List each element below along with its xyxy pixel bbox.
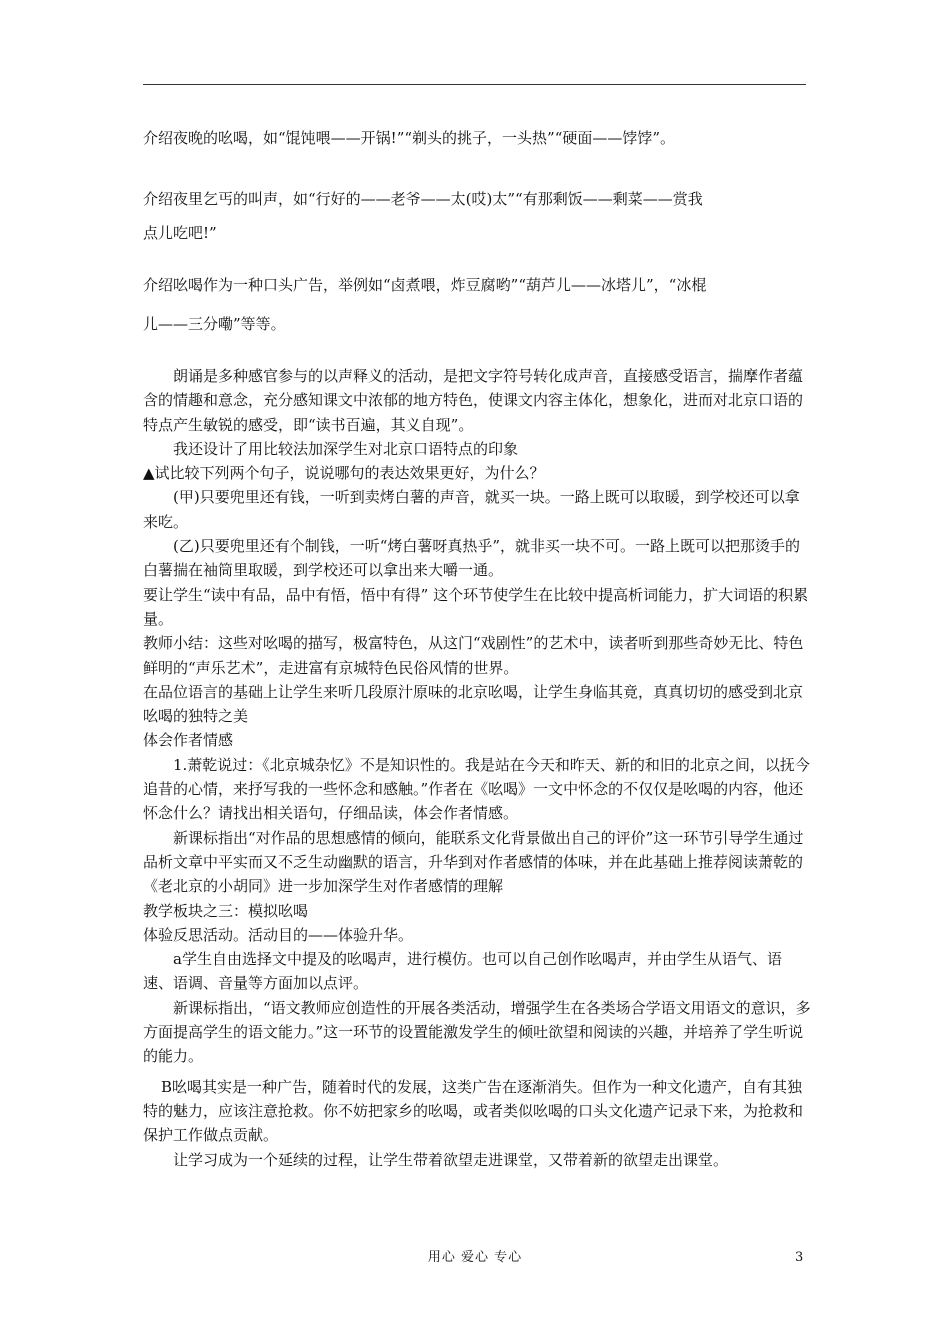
paragraph-sentence-jia: (甲)只要兜里还有钱，一听到卖烤白薯的声音，就买一块。一路上既可以取暖，到学校还可以拿来吃。: [143, 488, 800, 531]
paragraph-night-calls: 介绍夜晚的吆喝，如“馄饨喂——开锅!”“剃头的挑子，一头热”“硬面——饽饽”。: [143, 129, 676, 147]
header-rule: [143, 84, 806, 85]
paragraph-curriculum-1: 新课标指出“对作品的思想感情的倾向，能联系文化背景做出自己的评价”这一环节引导学生通过品析文章中平实而又不乏生动幽默的语言，升华到对作者感情的体味，并在此基础上推荐阅读萧乾的《老北京的小胡同》进一步加深学生对作者感情的理解: [143, 828, 804, 896]
paragraph-activity-goal: 体验反思活动。活动目的——体验升华。: [143, 925, 414, 944]
paragraph-closing: 让学习成为一个延续的过程，让学生带着欲望走进课堂，又带着新的欲望走出课堂。: [173, 1150, 729, 1169]
paragraph-comparison-question: ▲试比较下列两个句子，说说哪句的表达效果更好，为什么？: [143, 464, 545, 483]
paragraph-xiao-qian-quote: 1.萧乾说过：《北京城杂忆》不是知识性的。我是站在今天和昨天、新的和旧的北京之间，以抚今追昔的心情，来抒写我的一些怀念和感触。”作者在《吆喝》一文中怀念的不仅仅是吆喝的内容，他还怀念什么？请找出相关语句，仔细品读，体会作者情感。: [143, 755, 810, 823]
paragraph-activity-a: a学生自由选择文中提及的吆喝声，进行模仿。也可以自己创作吆喝声，并由学生从语气、语速、语调、音量等方面加以点评。: [143, 950, 782, 993]
paragraph-reading-goal: 要让学生“读中有品，品中有悟，悟中有得” 这个环节使学生在比较中提高析词能力，扩大词语的积累量。: [143, 585, 809, 628]
main-body-text: [143, 364, 811, 1172]
section-heading-author-feeling: 体会作者情感: [143, 731, 234, 750]
paragraph-beggar-calls-line1: 介绍夜里乞丐的叫声，如“行好的——老爷——太(哎)太”“有那剩饭——剩菜——赏我: [143, 190, 703, 208]
paragraph-oral-ad-line1: 介绍吆喝作为一种口头广告，举例如“卤煮喂，炸豆腐哟”“葫芦儿——冰塔儿”，“冰棍: [143, 276, 707, 294]
paragraph-beggar-calls-line2: 点儿吃吧!”: [143, 224, 217, 242]
paragraph-comparison-intro: 我还设计了用比较法加深学生对北京口语特点的印象: [173, 439, 519, 458]
paragraph-sentence-yi: (乙)只要兜里还有个制钱，一听“烤白薯呀真热乎”，就非买一块不可。一路上既可以把那烫手的白薯揣在袖筒里取暖，到学校还可以拿出来大嚼一通。: [143, 537, 801, 580]
paragraph-recitation: 朗诵是多种感官参与的以声释义的活动，是把文字符号转化成声音，直接感受语言，揣摩作者蕴含的情趣和意念，充分感知课文中浓郁的地方特色，使课文内容主体化，想象化，进而对北京口语的特点产生敏锐的感受，即“读书百遍，其义自现”。: [143, 367, 804, 434]
paragraph-curriculum-2: 新课标指出，“语文教师应创造性的开展各类活动，增强学生在各类场合学语文用语文的意识，多方面提高学生的语文能力。”这一环节的设置能激发学生的倾吐欲望和阅读的兴趣，并培养了学生听说的能力。: [143, 998, 811, 1066]
footer-motto: 用心 爱心 专心: [427, 1250, 523, 1265]
paragraph-oral-ad-line2: 儿——三分嘞”等等。: [143, 315, 286, 333]
paragraph-teacher-summary: 教师小结：这些对吆喝的描写，极富特色，从这门“戏剧性”的艺术中，读者听到那些奇妙无比、特色鲜明的“声乐艺术”，走进富有京城特色民俗风情的世界。: [143, 634, 804, 677]
section-heading-part-three: 教学板块之三：模拟吆喝: [143, 901, 309, 920]
paragraph-activity-b: B吆喝其实是一种广告，随着时代的发展，这类广告在逐渐消失。但作为一种文化遗产，自有其独特的魅力，应该注意抢救。你不妨把家乡的吆喝，或者类似吆喝的口头文化遗产记录下来，为抢救和保护工作做点贡献。: [143, 1077, 804, 1145]
page-number: 3: [795, 1250, 804, 1265]
paragraph-listening: 在品位语言的基础上让学生来听几段原汁原味的北京吆喝，让学生身临其竟，真真切切的感受到北京吆喝的独特之美: [143, 682, 804, 726]
